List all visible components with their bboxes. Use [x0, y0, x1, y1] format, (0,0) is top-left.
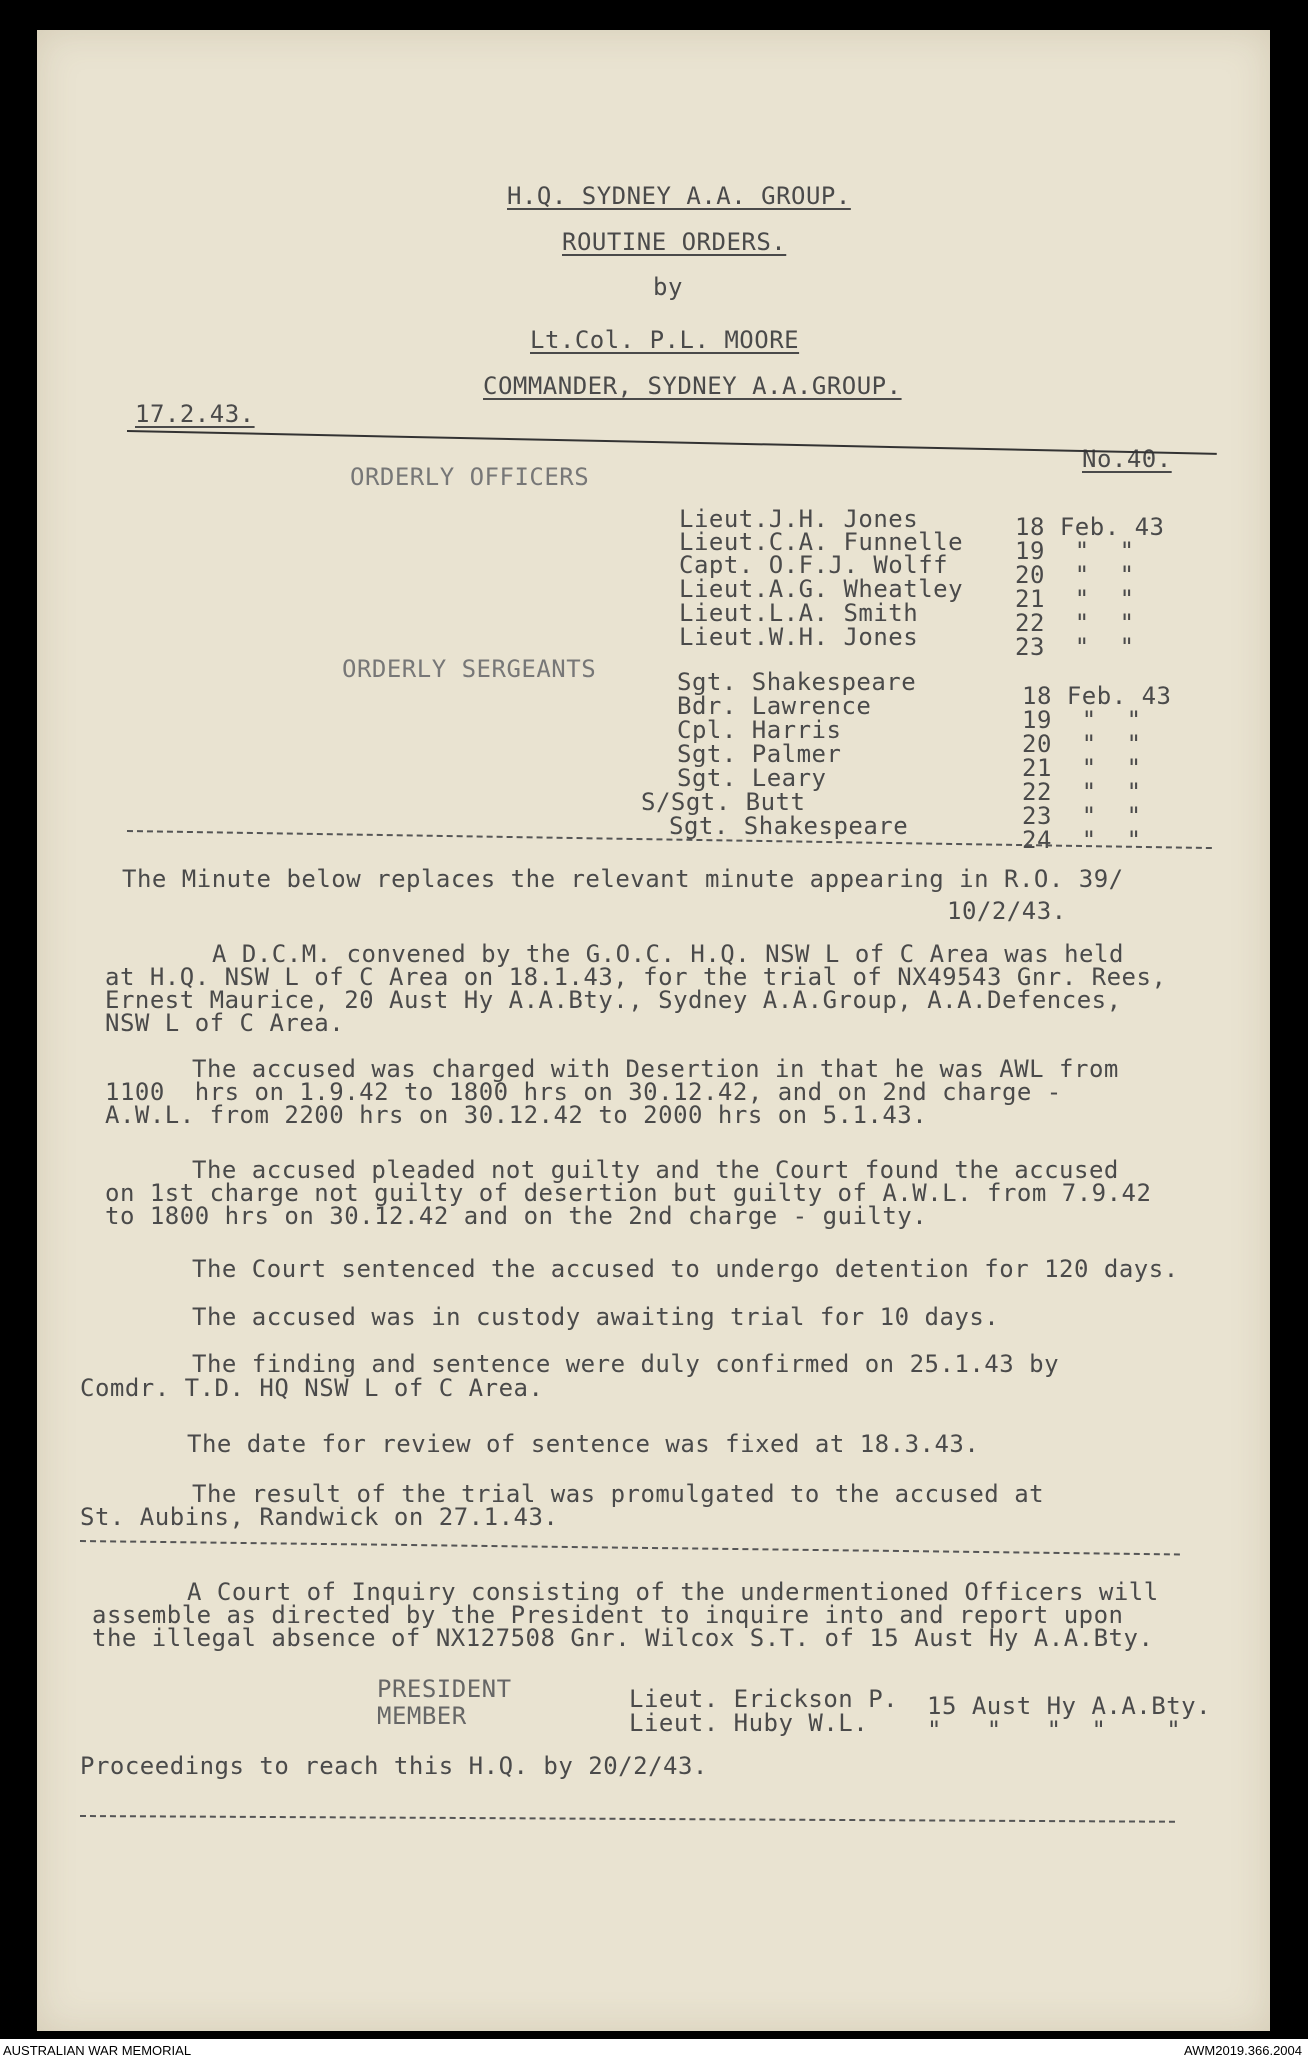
- minute-paragraph: The accused was in custody awaiting trial for 10 days.: [192, 1303, 1000, 1331]
- minute-paragraph: at H.Q. NSW L of C Area on 18.1.43, for the trial of NX49543 Gnr. Rees,: [105, 963, 1167, 991]
- minute-paragraph: Ernest Maurice, 20 Aust Hy A.A.Bty., Sydney A.A.Group, A.A.Defences,: [105, 986, 1122, 1014]
- minute-paragraph: The finding and sentence were duly confirmed on 25.1.43 by: [192, 1350, 1060, 1378]
- sergeant-date: 21 " ": [1022, 754, 1142, 782]
- officer-date: 22 " ": [1015, 609, 1135, 637]
- sergeant-name: S/Sgt. Butt: [641, 788, 806, 816]
- sergeant-name: Sgt. Shakespeare: [669, 812, 909, 840]
- order-number: No.40.: [1082, 445, 1172, 473]
- document-page: [37, 30, 1270, 2031]
- minute-intro: The Minute below replaces the relevant minute appearing in R.O. 39/: [122, 865, 1124, 893]
- sergeant-date: 20 " ": [1022, 730, 1142, 758]
- sergeant-date: 22 " ": [1022, 778, 1142, 806]
- officer-date: 21 " ": [1015, 585, 1135, 613]
- minute-paragraph: The accused pleaded not guilty and the Court found the accused: [192, 1156, 1119, 1184]
- minute-paragraph: St. Aubins, Randwick on 27.1.43.: [80, 1503, 559, 1531]
- archive-footer: [0, 2039, 1308, 2061]
- member-name: Lieut. Huby W.L.: [629, 1709, 869, 1737]
- sergeant-date: 19 " ": [1022, 706, 1142, 734]
- officer-name: Lieut.L.A. Smith: [679, 599, 919, 627]
- minute-paragraph: NSW L of C Area.: [105, 1009, 345, 1037]
- sergeant-name: Bdr. Lawrence: [677, 692, 872, 720]
- sergeant-date: 23 " ": [1022, 802, 1142, 830]
- proceedings-deadline: Proceedings to reach this H.Q. by 20/2/43.: [80, 1752, 708, 1780]
- officer-date: 18 Feb. 43: [1015, 513, 1165, 541]
- minute-paragraph: A.W.L. from 2200 hrs on 30.12.42 to 2000 hrs on 5.1.43.: [105, 1101, 928, 1129]
- header-title: H.Q. SYDNEY A.A. GROUP.: [507, 182, 851, 210]
- minute-paragraph: The date for review of sentence was fixed at 18.3.43.: [187, 1430, 980, 1458]
- sergeant-date: 24 " ": [1022, 826, 1142, 854]
- inquiry-paragraph: A Court of Inquiry consisting of the undermentioned Officers will: [187, 1578, 1159, 1606]
- minute-intro-date: 10/2/43.: [947, 897, 1067, 925]
- inquiry-paragraph: the illegal absence of NX127508 Gnr. Wilcox S.T. of 15 Aust Hy A.A.Bty.: [92, 1624, 1154, 1652]
- minute-paragraph: to 1800 hrs on 30.12.42 and on the 2nd charge - guilty.: [105, 1202, 928, 1230]
- minute-paragraph: The result of the trial was promulgated to the accused at: [192, 1480, 1045, 1508]
- officer-name: Lieut.W.H. Jones: [679, 623, 919, 651]
- sergeant-name: Sgt. Leary: [677, 764, 827, 792]
- sergeant-name: Cpl. Harris: [677, 716, 842, 744]
- minute-paragraph: Comdr. T.D. HQ NSW L of C Area.: [80, 1374, 544, 1402]
- officer-name: Lieut.J.H. Jones: [679, 505, 919, 533]
- officer-name: Lieut.A.G. Wheatley: [679, 575, 964, 603]
- archive-name: AUSTRALIAN WAR MEMORIAL: [3, 2043, 192, 2058]
- minute-paragraph: The accused was charged with Desertion in that he was AWL from: [192, 1055, 1119, 1083]
- inquiry-paragraph: assemble as directed by the President to inquire into and report upon: [92, 1601, 1124, 1629]
- officer-date: 19 " ": [1015, 537, 1135, 565]
- minute-paragraph: The Court sentenced the accused to undergo detention for 120 days.: [192, 1255, 1179, 1283]
- header-by: by: [653, 273, 683, 301]
- header-rule: [127, 430, 1217, 455]
- orderly-sergeants-heading: ORDERLY SERGEANTS: [342, 655, 597, 683]
- president-unit: 15 Aust Hy A.A.Bty.: [927, 1692, 1212, 1720]
- member-unit: " " " " ": [927, 1716, 1182, 1744]
- sergeant-date: 18 Feb. 43: [1022, 682, 1172, 710]
- member-label: MEMBER: [377, 1702, 467, 1730]
- officer-date: 20 " ": [1015, 561, 1135, 589]
- sergeant-name: Sgt. Shakespeare: [677, 668, 917, 696]
- president-name: Lieut. Erickson P.: [629, 1685, 899, 1713]
- officer-date: 23 " ": [1015, 633, 1135, 661]
- section-divider: [80, 1815, 1175, 1823]
- officer-name: Capt. O.F.J. Wolff: [679, 551, 949, 579]
- minute-paragraph: 1100 hrs on 1.9.42 to 1800 hrs on 30.12.42, and on 2nd charge -: [105, 1078, 1062, 1106]
- orderly-officers-heading: ORDERLY OFFICERS: [350, 463, 590, 491]
- archive-reference: AWM2019.366.2004: [1183, 2043, 1302, 2058]
- header-commander: COMMANDER, SYDNEY A.A.GROUP.: [483, 372, 902, 400]
- officer-name: Lieut.C.A. Funnelle: [679, 528, 964, 556]
- president-label: PRESIDENT: [377, 1675, 512, 1703]
- minute-paragraph: on 1st charge not guilty of desertion but guilty of A.W.L. from 7.9.42: [105, 1179, 1152, 1207]
- section-divider: [80, 1540, 1180, 1555]
- order-date: 17.2.43.: [135, 400, 255, 428]
- sergeant-name: Sgt. Palmer: [677, 740, 842, 768]
- minute-paragraph: A D.C.M. convened by the G.O.C. H.Q. NSW L of C Area was held: [212, 940, 1124, 968]
- header-subtitle: ROUTINE ORDERS.: [562, 228, 787, 256]
- header-author: Lt.Col. P.L. MOORE: [530, 326, 800, 354]
